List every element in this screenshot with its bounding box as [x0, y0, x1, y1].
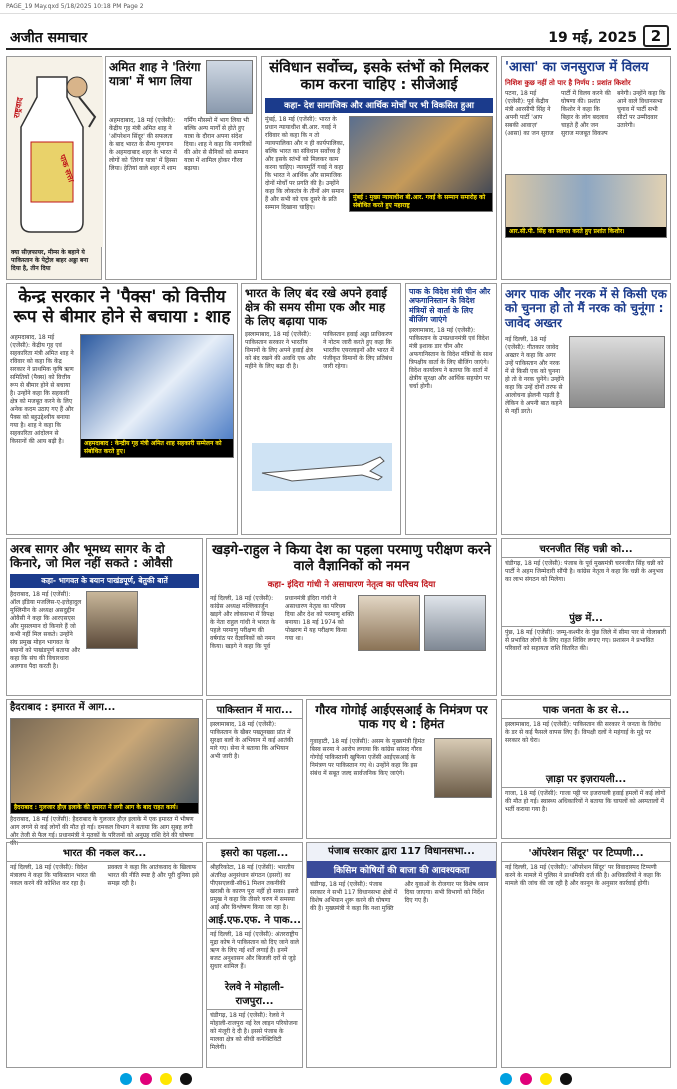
cji-photo — [349, 116, 493, 212]
article-akhtar — [501, 283, 671, 535]
punch-body: पुंछ, 18 मई (एजेंसी): जम्मू-कश्मीर के पुंछ जिले में सीमा पार से गोलाबारी से प्रभावित लोगों के लिए राहत शिविर लगाए गए। प्रशासन ने प्रभावित परिवारों को सहायता राशि वितरित की। — [505, 629, 667, 652]
article-pak-airspace — [241, 283, 401, 535]
masthead — [6, 24, 671, 50]
headline: अगर पाक और नरक में से किसी एक को चुनना हो तो मैं नरक को चुनूंगा : जावेद अख्तर — [505, 287, 667, 330]
article-body: पटना, 18 मई (एजेंसी): पूर्व केंद्रीय मंत्री आरसीपी सिंह ने अपनी पार्टी 'आप सबकी आवाज़' (आसा) का जन सुराज पार्टी में विलय करने की घोषणा की। प्रशांत किशोर ने कहा कि बिहार के लोग बदलाव चाहते हैं और जन सुराज मजबूत विकल्प बनेगी। उन्होंने कहा कि आने वाले विधानसभा चुनाव में पार्टी सभी सीटों पर उम्मीदवार उतारेगी। — [505, 89, 666, 137]
article-briefs — [206, 842, 303, 1068]
railway-body: चंडीगढ़, 18 मई (एजेंसी): रेलवे ने मोहाली-राजपुरा नई रेल लाइन परियोजना को मंजूरी दे दी है। इससे पंजाब के मालवा क्षेत्र को सीधी कनेक्टिविटी मिलेगी। — [210, 1012, 298, 1051]
article-hyderabad — [6, 699, 203, 847]
article-sindoor — [501, 842, 671, 1068]
article-body: हैदराबाद, 18 मई (एजेंसी): हैदराबाद के गुलजार हौज़ इलाके में एक इमारत में भीषण आग लगने से कई लोगों की मौत हो गई। दमकल विभाग ने बताया कि आग सुबह लगी और तेजी से फैल गई। प्रधानमंत्री ने मृतकों के परिजनों को अनुग्रह राशि देने की घोषणा की। — [10, 816, 194, 847]
cartoon-label-2: पाक सत्ता — [57, 153, 76, 184]
registration-mark-magenta-2 — [520, 1073, 532, 1085]
headline: 'ऑपरेशन सिंदूर' पर टिप्पणी... — [502, 843, 670, 862]
registration-mark-magenta — [140, 1073, 152, 1085]
article-body: नई दिल्ली, 18 मई (एजेंसी): गीतकार जावेद अख्तर ने कहा कि अगर उन्हें पाकिस्तान और नरक में से किसी एक को चुनना हो तो वे नरक चुनेंगे। उन्होंने कहा कि उन्हें दोनों तरफ से आलोचना झेलनी पड़ती है लेकिन वे अपनी बात कहने से नहीं डरते। — [505, 336, 564, 416]
article-pacs — [6, 283, 238, 535]
headline: खड़गे-राहुल ने किया देश का पहला परमाणु परीक्षण करने वाले वैज्ञानिकों को नमन — [212, 542, 491, 575]
headline: पाक के विदेश मंत्री चीन और अफगानिस्तान के विदेश मंत्रियों से वार्ता के लिए बीजिंग जाएंगे — [409, 287, 491, 325]
headline: भारत की नकल कर... — [7, 843, 202, 862]
chanani-headline: चरनजीत सिंह चन्नी को... — [502, 539, 670, 558]
railway-headline: रेलवे ने मोहाली-राजपुरा... — [207, 977, 302, 1010]
cartoon-bottle-icon — [7, 57, 103, 247]
himanta-photo — [434, 738, 492, 798]
registration-mark-yellow-2 — [540, 1073, 552, 1085]
article-body: गुवाहाटी, 18 मई (एजेंसी): असम के मुख्यमंत्री हिमंत बिस्व सरमा ने आरोप लगाया कि कांग्रेस सांसद गौरव गोगोई पाकिस्तानी खुफिया एजेंसी आईएसआई के निमंत्रण पर पाकिस्तान गए थे। उन्होंने कहा कि इस संबंध में सबूत जल्द सार्वजनिक किए जाएंगे। — [310, 737, 425, 777]
kharge-photo — [358, 595, 420, 651]
owaisi-photo — [86, 591, 138, 649]
article-gogoi — [306, 699, 497, 839]
headline: संविधान सर्वोच्च, इसके स्तंभों को मिलकर काम करना चाहिए : सीजेआई — [269, 60, 489, 94]
registration-mark-black — [180, 1073, 192, 1085]
amitshah-photo — [206, 60, 253, 114]
article-bharat — [6, 842, 203, 1068]
registration-mark-yellow — [160, 1073, 172, 1085]
pacs-photo — [80, 334, 234, 458]
zara-body: गाजा, 18 मई (एजेंसी): गाजा पट्टी पर इजरायली हवाई हमलों में कई लोगों की मौत हो गई। स्वास्थ्य अधिकारियों ने बताया कि घायलों को अस्पतालों में भर्ती कराया गया है। — [505, 790, 666, 813]
photo-caption: आर.सी.पी. सिंह का स्वागत करते हुए प्रशांत किशोर। — [506, 227, 666, 237]
jansuraj-photo — [505, 174, 667, 238]
article-body: नई दिल्ली, 18 मई (एजेंसी): विदेश मंत्रालय ने कहा कि पाकिस्तान भारत की नकल करने की कोशिश कर रहा है। प्रवक्ता ने कहा कि आतंकवाद के खिलाफ भारत की नीति स्पष्ट है और पूरी दुनिया इसे समझ रही है। — [10, 864, 199, 887]
article-body: अहमदाबाद, 18 मई (एजेंसी): केंद्रीय गृह मंत्री अमित शाह ने 'ऑपरेशन सिंदूर' की सफलता के बाद भारत के सैन्य गुणगान के अहमदाबाद शहर के भारत में लोगों को 'तिरंगा यात्रा' में हिस्सा लिया। हेतियां वाले शहर में शाम गर्मिंग मौसमों में भाग लिया भी बल्कि अन्य मार्गों से होते हुए यात्रा के दौरान अपना संदेश दिया। शाह ने कहा कि नागरिकों की ओर से सैनिकों को सम्मान यात्रा में शामिल होकर गौरव बढ़ाया। — [109, 117, 252, 172]
imf-headline: आई.एफ.एफ. ने पाक... — [207, 910, 302, 929]
headline: पंजाब सरकार द्वारा 117 विधानसभा... — [307, 843, 496, 861]
isro-body: श्रीहरिकोटा, 18 मई (एजेंसी): भारतीय अंतरिक्ष अनुसंधान संगठन (इसरो) का पीएसएलवी-सी61 मिशन तकनीकी खराबी के कारण पूरा नहीं हो सका। इसरो प्रमुख ने कहा कि तीसरे चरण में समस्या आई और विश्लेषण किया जा रहा है। — [210, 864, 299, 911]
headline: अमित शाह ने 'तिरंगा यात्रा' में भाग लिया — [109, 60, 201, 89]
registration-mark-black-2 — [560, 1073, 572, 1085]
article-body: नई दिल्ली, 18 मई (एजेंसी): कांग्रेस अध्यक्ष मल्लिकार्जुन खड़गे और लोकसभा में विपक्ष के नेता राहुल गांधी ने भारत के पहले परमाणु परीक्षण की वर्षगांठ पर वैज्ञानिकों को नमन किया। खड़गे ने कहा कि पूर्व प्रधानमंत्री इंदिरा गांधी ने असाधारण नेतृत्व का परिचय दिया और देश को परमाणु शक्ति बनाया। 18 मई 1974 को पोखरण में यह परीक्षण किया गया था। — [210, 595, 354, 651]
photo-caption: हैदराबाद : गुलजार हौज़ इलाके की इमारत में लगी आग के बाद राहत कार्य। — [11, 803, 198, 813]
isro-headline: इसरो का पहला... — [207, 843, 302, 862]
spacer — [405, 538, 497, 539]
article-jansuraj — [501, 56, 671, 280]
article-body: हैदराबाद, 18 मई (एजेंसी): ऑल इंडिया मजलिस-ए-इत्तेहादुल मुस्लिमीन के अध्यक्ष असदुद्दीन ओवैसी ने कहा कि आरएसएस और मुसलमान दो किनारे हैं जो कभी नहीं मिल सकते। उन्होंने संघ प्रमुख मोहन भागवत के बयानों को पाखंडपूर्ण बताया और कहा कि संघ की विचारधारा अलगाव पैदा करती है। — [10, 590, 82, 670]
punch-headline: पुंछ में... — [502, 608, 670, 627]
article-cji — [261, 56, 497, 280]
editorial-column — [501, 538, 671, 696]
subhead: किसिम कोषियों की बाजा की आवश्यकता — [307, 861, 496, 878]
page-number: 2 — [643, 25, 669, 47]
hyderabad-photo — [10, 718, 199, 814]
headline: हैदराबाद : इमारत में आग... — [10, 702, 116, 713]
article-body: अहमदाबाद, 18 मई (एजेंसी): केंद्रीय गृह एवं सहकारिता मंत्री अमित शाह ने रविवार को कहा कि केंद्र सरकार ने प्राथमिक कृषि ऋण समितियों (पैक्स) को वित्तीय रूप से बीमार होने से बचाया है। उन्होंने कहा कि सहकारी क्षेत्र को मजबूत करने के लिए अनेक कदम उठाए गए हैं और पैक्स को बहुउद्देश्यीय बनाया गया है। शाह ने कहा कि सहकारिता आंदोलन से किसानों की आय बढ़ी है। — [10, 333, 74, 445]
cartoon-caption: क्या सीज़फायर, मीम्स के बहाने ये पाकिस्तान के पेट्रोल बाहर अड्डा बना दिया है, तीन दिया — [11, 249, 89, 272]
headline: पाकिस्तान में मारा... — [207, 700, 302, 719]
kicker: कहा- भागवत के बयान पाखंडपूर्ण, बेतुकी बातें — [10, 574, 199, 588]
headline: 'आसा' का जनसुराज में विलय — [505, 60, 649, 75]
headline: भारत के लिए बंद रखे अपने हवाई क्षेत्र की समय सीमा एक और माह के लिए बढ़ाया पाक — [245, 286, 387, 328]
headline: गौरव गोगोई आईएसआई के निमंत्रण पर पाक गए थे : हिमंत — [315, 703, 488, 732]
photo-caption: अहमदाबाद : केन्द्रीय गृह मंत्री अमित शाह सहकारी सम्मेलन को संबोधित करते हुए। — [81, 439, 233, 457]
pak-janta-headline: पाक जनता के डर से... — [502, 700, 670, 719]
kicker: कहा- इंदिरा गांधी ने असाधारण नेतृत्व का परिचय दिया — [210, 577, 493, 592]
article-body-col1: मुंबई, 18 मई (एजेंसी): भारत के प्रधान न्यायाधीश बी.आर. गवई ने रविवार को कहा कि न तो न्यायपालिका और न ही कार्यपालिका, बल्कि भारत का संविधान सर्वोच्च है और इसके स्तंभों को मिलकर काम करना चाहिए। न्यायमूर्ति गवई ने कहा कि भारत ने आर्थिक और सामाजिक दोनों मोर्चों पर प्रगति की है। उन्होंने कहा कि लोकतंत्र के तीनों अंग समान हैं और सभी को एक दूसरे के प्रति सम्मान दिखाना चाहिए। — [265, 115, 345, 211]
newspaper-name: अजीत समाचार — [10, 30, 88, 46]
registration-mark-cyan — [120, 1073, 132, 1085]
kicker: निशिश कुछ नहीं तो पार है निर्णय : प्रशांत किशोर — [505, 78, 631, 87]
article-punjab — [306, 842, 497, 1068]
rahul-photo — [424, 595, 486, 651]
article-body: इस्लामाबाद, 18 मई (एजेंसी): पाकिस्तान सरकार ने भारतीय विमानों के लिए अपने हवाई क्षेत्र को बंद रखने की अवधि एक और महीने के लिए बढ़ा दी है। पाकिस्तान हवाई अड्डा प्राधिकरण ने नोटम जारी करते हुए कहा कि भारतीय एयरलाइनों और भारत में पंजीकृत विमानों के लिए प्रतिबंध जारी रहेगा। — [245, 331, 394, 371]
registration-mark-cyan-2 — [500, 1073, 512, 1085]
headline: अरब सागर और भूमध्य सागर के दो किनारे, जो मिल नहीं सकते : ओवैसी — [10, 542, 173, 571]
article-owaisi — [6, 538, 203, 696]
imf-body: नई दिल्ली, 18 मई (एजेंसी): अंतरराष्ट्रीय मुद्रा कोष ने पाकिस्तान को दिए जाने वाले ऋण के लिए नई शर्तें लगाई हैं। इनमें बजट अनुशासन और बिजली दरों से जुड़े सुधार शामिल हैं। — [210, 931, 299, 970]
akhtar-photo — [569, 336, 665, 408]
article-pak-fm — [405, 283, 497, 535]
article-body: नई दिल्ली, 18 मई (एजेंसी): 'ऑपरेशन सिंदूर' पर विवादास्पद टिप्पणी करने के मामले में पुलिस ने प्राथमिकी दर्ज की है। अधिकारियों ने कहा कि मामले की जांच की जा रही है और कानून के अनुसार कार्रवाई होगी। — [505, 864, 661, 887]
article-body: चंडीगढ़, 18 मई (एजेंसी): पंजाब सरकार ने सभी 117 विधानसभा क्षेत्रों में विशेष अभियान शुरू करने की घोषणा की है। मुख्यमंत्री ने कहा कि नशा मुक्ति और युवाओं के रोजगार पर विशेष ध्यान दिया जाएगा। सभी विभागों को निर्देश दिए गए हैं। — [310, 881, 489, 912]
cartoon-box — [6, 56, 102, 280]
editorial-column-2 — [501, 699, 671, 839]
headline: केन्द्र सरकार ने 'पैक्स' को वित्तीय रूप से बीमार होने से बचाया : शाह — [13, 287, 231, 328]
photo-caption: मुंबई : मुख्य न्यायाधीश बी.आर. गवई के सम्मान समारोह को संबोधित करते हुए महाराष्ट्र — [350, 193, 492, 211]
article-body: इस्लामाबाद, 18 मई (एजेंसी): पाकिस्तान के खैबर पख्तूनख्वा प्रांत में सुरक्षा बलों के अभियान में कई आतंकी मारे गए। सेना ने बताया कि अभियान अभी जारी है। — [210, 721, 294, 760]
airplane-icon — [252, 443, 392, 491]
issue-date: 19 मई, 2025 — [548, 30, 637, 46]
article-kharge — [206, 538, 497, 696]
print-slug: PAGE_19 May.qxd 5/18/2025 10:18 PM Page 2 — [0, 0, 677, 14]
article-pakmara — [206, 699, 303, 839]
article-body: इस्लामाबाद, 18 मई (एजेंसी): पाकिस्तान के उपप्रधानमंत्री एवं विदेश मंत्री इशाक डार चीन और अफगानिस्तान के विदेश मंत्रियों के साथ त्रिपक्षीय वार्ता के लिए बीजिंग जाएंगे। विदेश कार्यालय ने बताया कि वार्ता में क्षेत्रीय सुरक्षा और आर्थिक सहयोग पर चर्चा होगी। — [409, 327, 493, 391]
zara-headline: ज़ाड़ा पर इज़रायली... — [502, 769, 670, 788]
article-amitshah-tiranga — [105, 56, 257, 280]
cartoon-label: राष्ट्रवाद — [11, 96, 25, 119]
kicker: कहा- देश सामाजिक और आर्थिक मोर्चों पर भी विकसित हुआ — [265, 98, 493, 113]
pak-janta-body: इस्लामाबाद, 18 मई (एजेंसी): पाकिस्तान की सरकार ने जनता के विरोध के डर से कई फैसले वापस लिए हैं। विपक्षी दलों ने महंगाई के मुद्दे पर सरकार को घेरा। — [505, 721, 661, 744]
chanani-body: चंडीगढ़, 18 मई (एजेंसी): पंजाब के पूर्व मुख्यमंत्री चरनजीत सिंह चन्नी को पार्टी ने अहम जिम्मेदारी सौंपी है। कांग्रेस नेतृत्व ने कहा कि चन्नी के अनुभव का लाभ संगठन को मिलेगा। — [505, 560, 664, 583]
